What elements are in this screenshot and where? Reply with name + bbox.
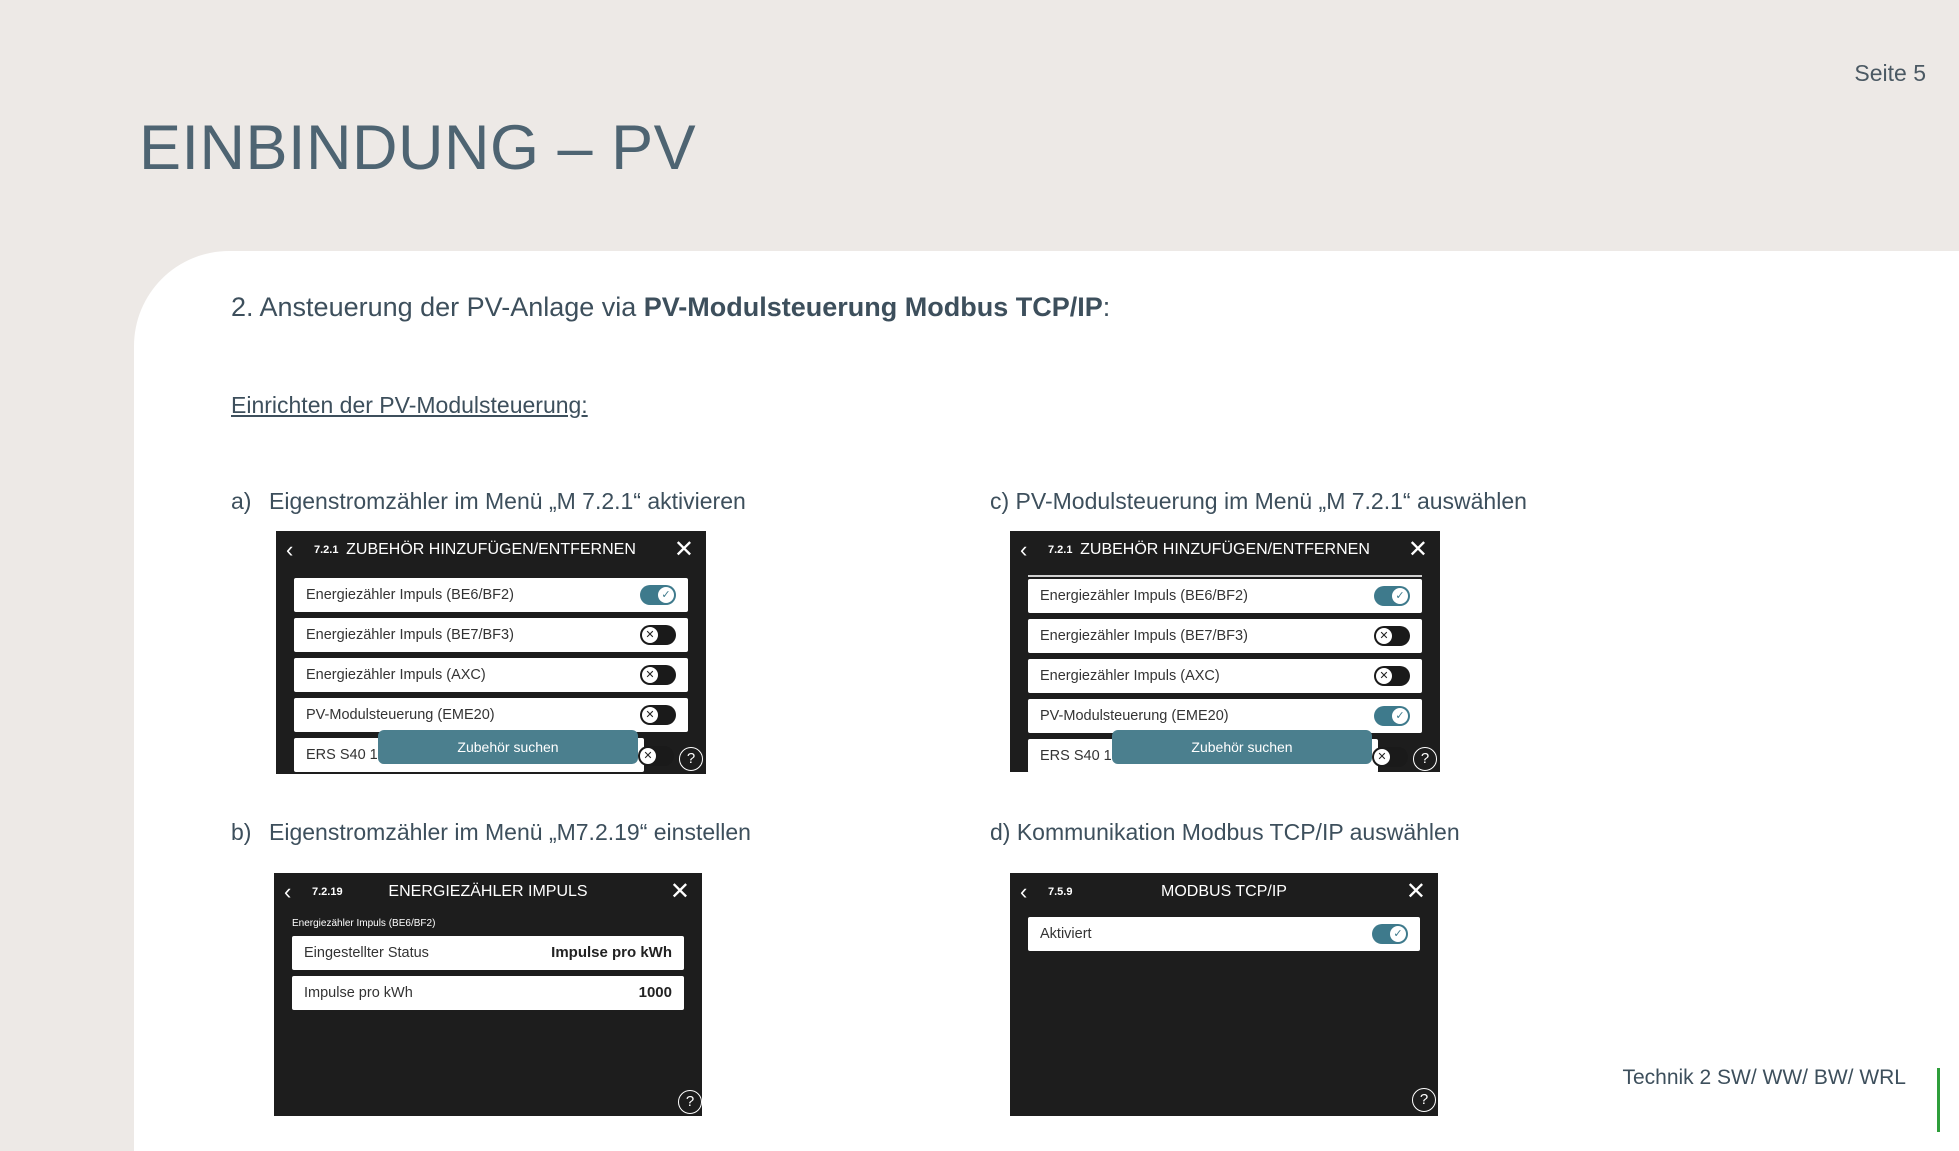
x-icon: ✕ [1374, 749, 1390, 765]
page-number: Seite 5 [1854, 60, 1926, 86]
toggle-switch[interactable] [638, 746, 674, 766]
list-item[interactable] [294, 698, 688, 732]
step-b [231, 819, 751, 846]
row-value: Impulse pro kWh [551, 944, 672, 961]
list-item[interactable] [1028, 699, 1422, 733]
check-icon: ✓ [1392, 588, 1408, 604]
chevron-left-icon[interactable]: ‹ [1020, 537, 1028, 562]
list-item[interactable] [294, 658, 688, 692]
step-a-text: Eigenstromzähler im Menü „M 7.2.1“ aktivieren [269, 488, 746, 514]
toggle-switch[interactable] [640, 585, 676, 605]
step-d: d) Kommunikation Modbus TCP/IP auswählen [990, 819, 1460, 845]
toggle-switch[interactable] [1372, 924, 1408, 944]
panel-modbus [1010, 873, 1438, 1116]
row-label: Energiezähler Impuls (AXC) [1040, 668, 1220, 684]
panel-header [1010, 531, 1440, 571]
accent-line [1937, 1068, 1940, 1132]
check-icon: ✓ [1392, 708, 1408, 724]
section-heading [231, 292, 1110, 323]
toggle-switch[interactable] [1374, 706, 1410, 726]
section-heading-prefix: 2. Ansteuerung der PV-Anlage via [231, 292, 644, 322]
panel-title: MODBUS TCP/IP [1161, 883, 1287, 900]
chevron-left-icon[interactable]: ‹ [284, 879, 292, 904]
row-label: Energiezähler Impuls (BE7/BF3) [306, 627, 514, 643]
help-icon[interactable]: ? [1413, 747, 1437, 771]
panel-title: ENERGIEZÄHLER IMPULS [388, 883, 588, 900]
list-item[interactable] [294, 578, 688, 612]
toggle-switch[interactable] [1374, 586, 1410, 606]
toggle-switch[interactable] [640, 625, 676, 645]
help-icon[interactable]: ? [679, 747, 703, 771]
search-accessory-button[interactable]: Zubehör suchen [1112, 730, 1372, 764]
toggle-switch[interactable] [640, 665, 676, 685]
x-icon: ✕ [1376, 668, 1392, 684]
page-title: EINBINDUNG – PV [139, 113, 697, 183]
panel-header [276, 531, 706, 571]
toggle-switch[interactable] [1372, 747, 1408, 767]
check-icon: ✓ [658, 587, 674, 603]
panel-energy-meter [274, 873, 702, 1116]
x-icon: ✕ [640, 748, 656, 764]
toggle-switch[interactable] [640, 705, 676, 725]
panel-accessory-c [1010, 531, 1440, 772]
step-c: c) PV-Modulsteuerung im Menü „M 7.2.1“ auswählen [990, 488, 1527, 514]
x-icon: ✕ [642, 707, 658, 723]
menu-code: 7.2.1 [1048, 544, 1073, 556]
x-icon: ✕ [642, 667, 658, 683]
step-b-label: b) [231, 819, 252, 845]
menu-code: 7.5.9 [1048, 886, 1073, 898]
section-heading-suffix: : [1102, 292, 1111, 322]
list-item[interactable] [1028, 659, 1422, 693]
menu-code: 7.2.19 [312, 886, 343, 898]
check-icon: ✓ [1390, 926, 1406, 942]
footer-text: Technik 2 SW/ WW/ BW/ WRL [1622, 1066, 1906, 1089]
panel-header [1010, 873, 1438, 913]
sub-heading: Einrichten der PV-Modulsteuerung: [231, 392, 588, 418]
list-item[interactable] [292, 936, 684, 970]
chevron-left-icon[interactable]: ‹ [286, 537, 294, 562]
close-icon[interactable]: ✕ [1405, 878, 1426, 905]
step-a [231, 488, 746, 515]
close-icon[interactable]: ✕ [669, 878, 690, 905]
list-item[interactable] [294, 618, 688, 652]
x-icon: ✕ [1376, 628, 1392, 644]
close-icon[interactable]: ✕ [1407, 536, 1428, 563]
close-icon[interactable]: ✕ [673, 536, 694, 563]
row-label: Aktiviert [1040, 926, 1092, 942]
list-item[interactable] [1028, 917, 1420, 951]
row-label: Impulse pro kWh [304, 985, 413, 1001]
list-item[interactable] [292, 976, 684, 1010]
x-icon: ✕ [642, 627, 658, 643]
row-label: Energiezähler Impuls (BE6/BF2) [306, 587, 514, 603]
panel-accessory-a [276, 531, 706, 774]
row-label: Energiezähler Impuls (BE7/BF3) [1040, 628, 1248, 644]
step-b-text: Eigenstromzähler im Menü „M7.2.19“ einstellen [269, 819, 751, 845]
panel-title: ZUBEHÖR HINZUFÜGEN/ENTFERNEN [346, 541, 636, 558]
toggle-switch[interactable] [1374, 666, 1410, 686]
row-value: 1000 [638, 984, 672, 1001]
chevron-left-icon[interactable]: ‹ [1020, 879, 1028, 904]
row-label: ERS S40 1 [306, 747, 378, 763]
list-item[interactable] [1028, 579, 1422, 613]
row-label: ERS S40 1 [1040, 748, 1112, 764]
section-label: Energiezähler Impuls (BE6/BF2) [292, 918, 436, 929]
row-label: Energiezähler Impuls (AXC) [306, 667, 486, 683]
step-a-label: a) [231, 488, 252, 514]
divider [1028, 575, 1422, 577]
list-item[interactable] [1028, 619, 1422, 653]
help-icon[interactable]: ? [678, 1090, 702, 1114]
panel-title: ZUBEHÖR HINZUFÜGEN/ENTFERNEN [1080, 541, 1370, 558]
row-label: Eingestellter Status [304, 945, 429, 961]
panel-header [274, 873, 702, 913]
search-accessory-button[interactable]: Zubehör suchen [378, 730, 638, 764]
row-label: PV-Modulsteuerung (EME20) [306, 707, 495, 723]
help-icon[interactable]: ? [1412, 1088, 1436, 1112]
menu-code: 7.2.1 [314, 544, 339, 556]
section-heading-bold: PV-Modulsteuerung Modbus TCP/IP [643, 292, 1103, 322]
row-label: Energiezähler Impuls (BE6/BF2) [1040, 588, 1248, 604]
toggle-switch[interactable] [1374, 626, 1410, 646]
row-label: PV-Modulsteuerung (EME20) [1040, 708, 1229, 724]
